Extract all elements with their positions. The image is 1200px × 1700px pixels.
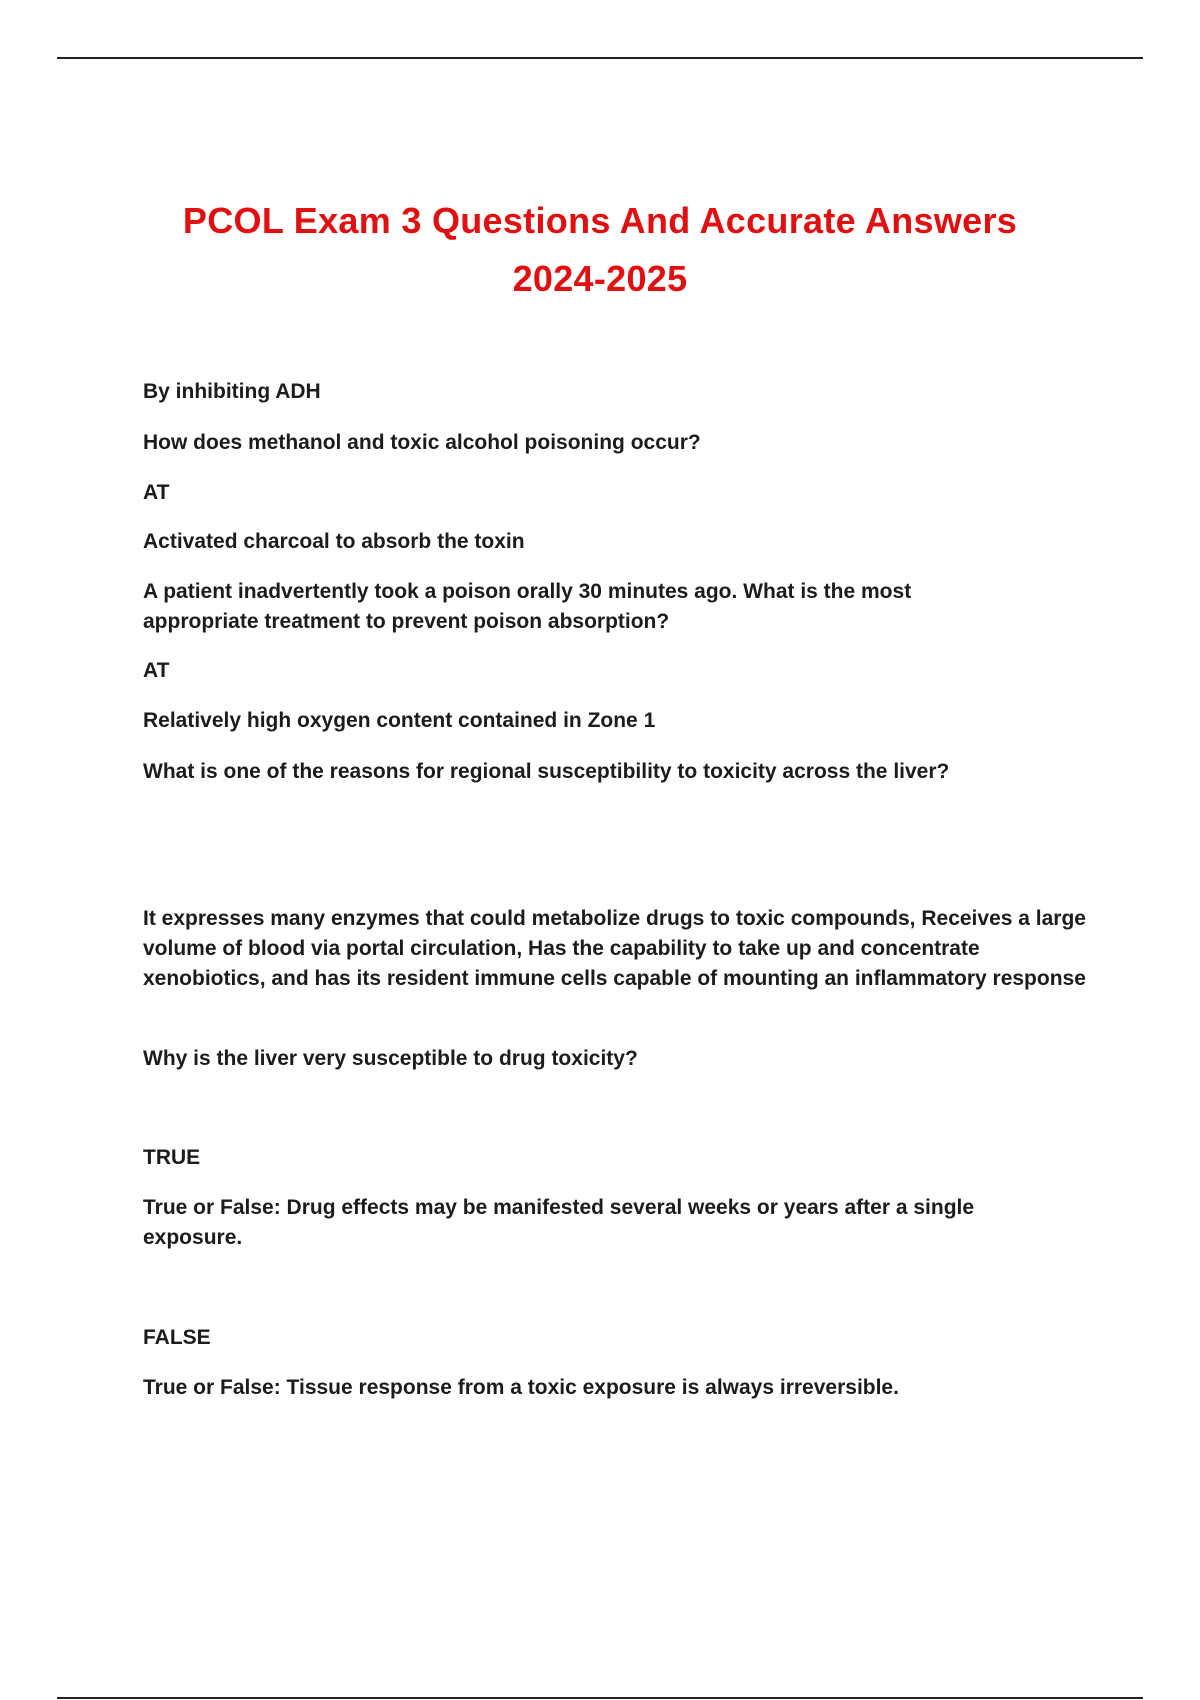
question-1: How does methanol and toxic alcohol poisoning occur? bbox=[143, 431, 701, 454]
bottom-horizontal-rule bbox=[57, 1697, 1143, 1699]
question-4: Why is the liver very susceptible to drug toxicity? bbox=[143, 1047, 638, 1070]
answer-6: FALSE bbox=[143, 1326, 211, 1349]
answer-2: Activated charcoal to absorb the toxin bbox=[143, 530, 525, 553]
title-line-1: PCOL Exam 3 Questions And Accurate Answers bbox=[182, 200, 1018, 241]
marker-at-2: AT bbox=[143, 659, 170, 682]
question-3: What is one of the reasons for regional susceptibility to toxicity across the liver? bbox=[143, 760, 950, 783]
answer-1: By inhibiting ADH bbox=[143, 380, 321, 403]
question-2: A patient inadvertently took a poison orally 30 minutes ago. What is the most appropriate treatment to prevent poison absorption? bbox=[143, 580, 912, 633]
title-line-2: 2024-2025 bbox=[512, 258, 688, 299]
marker-at-1: AT bbox=[143, 481, 170, 504]
question-6: True or False: Tissue response from a toxic exposure is always irreversible. bbox=[143, 1376, 899, 1399]
answer-5: TRUE bbox=[143, 1146, 201, 1169]
answer-4: It expresses many enzymes that could metabolize drugs to toxic compounds, Receives a large volume of blood via portal circulation, Has the capability to take up and concentrate xenobiotics, and has its resident immune cells capable of mounting an inflammatory response bbox=[143, 907, 1086, 990]
question-5: True or False: Drug effects may be manifested several weeks or years after a single exposure. bbox=[143, 1196, 975, 1249]
answer-3: Relatively high oxygen content contained in Zone 1 bbox=[143, 709, 656, 732]
document-title bbox=[100, 192, 1100, 308]
top-horizontal-rule bbox=[57, 57, 1143, 59]
